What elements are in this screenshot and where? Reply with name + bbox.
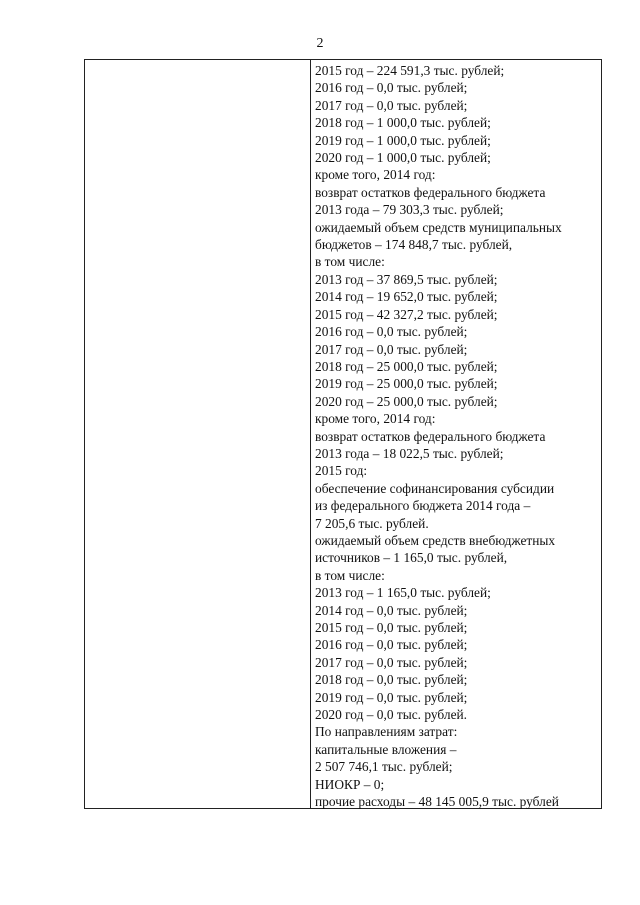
text-line: источников – 1 165,0 тыс. рублей, — [315, 550, 508, 566]
text-line: 2018 год – 1 000,0 тыс. рублей; — [315, 115, 491, 131]
text-line: в том числе: — [315, 567, 385, 583]
text-line: кроме того, 2014 год: — [315, 167, 436, 183]
text-line: 2015 год – 0,0 тыс. рублей; — [315, 620, 468, 635]
text-line: 2015 год – 224 591,3 тыс. рублей; — [315, 63, 505, 78]
text-line: 2 507 746,1 тыс. рублей; — [315, 759, 453, 775]
text-line: 2013 год – 1 165,0 тыс. рублей; — [315, 585, 491, 601]
text-line: 2019 год – 25 000,0 тыс. рублей; — [315, 376, 498, 392]
table-left-cell — [85, 60, 311, 808]
text-line: 2017 год – 0,0 тыс. рублей; — [315, 341, 468, 357]
text-line: ожидаемый объем средств внебюджетных — [315, 532, 556, 548]
text-line: 2015 год – 42 327,2 тыс. рублей; — [315, 306, 498, 322]
text-line: 2017 год – 0,0 тыс. рублей; — [315, 97, 468, 113]
text-line: 2014 год – 19 652,0 тыс. рублей; — [315, 289, 498, 305]
text-line: 2020 год – 25 000,0 тыс. рублей; — [315, 393, 498, 409]
text-line: По направлениям затрат: — [315, 724, 458, 740]
text-line: 7 205,6 тыс. рублей. — [315, 515, 429, 531]
text-line: 2013 года – 18 022,5 тыс. рублей; — [315, 445, 504, 461]
text-line: возврат остатков федерального бюджета — [315, 184, 546, 200]
table-right-cell — [315, 62, 601, 810]
text-line: 2018 год – 25 000,0 тыс. рублей; — [315, 358, 498, 374]
text-line: 2014 год – 0,0 тыс. рублей; — [315, 602, 468, 618]
text-line: в том числе: — [315, 254, 385, 270]
text-line: 2015 год: — [315, 463, 368, 479]
page-number: 2 — [316, 36, 324, 51]
text-line: бюджетов – 174 848,7 тыс. рублей, — [315, 237, 513, 253]
text-line: 2017 год – 0,0 тыс. рублей; — [315, 654, 468, 670]
text-line: из федерального бюджета 2014 года – — [315, 498, 531, 514]
text-line: 2019 год – 1 000,0 тыс. рублей; — [315, 132, 491, 148]
text-line: ожидаемый объем средств муниципальных — [315, 219, 562, 235]
text-line: 2016 год – 0,0 тыс. рублей; — [315, 324, 468, 340]
text-line: прочие расходы – 48 145 005,9 тыс. рублей — [315, 794, 559, 810]
text-line: 2016 год – 0,0 тыс. рублей; — [315, 80, 468, 96]
text-line: 2013 год – 37 869,5 тыс. рублей; — [315, 271, 498, 287]
text-line: капитальные вложения – — [315, 741, 457, 757]
text-line: 2020 год – 1 000,0 тыс. рублей; — [315, 150, 491, 166]
text-line: 2020 год – 0,0 тыс. рублей. — [315, 707, 468, 723]
text-line: 2013 года – 79 303,3 тыс. рублей; — [315, 202, 504, 218]
funding-table — [84, 59, 602, 809]
text-line: 2016 год – 0,0 тыс. рублей; — [315, 637, 468, 653]
text-line: возврат остатков федерального бюджета — [315, 428, 546, 444]
text-line: кроме того, 2014 год: — [315, 411, 436, 427]
text-line: НИОКР – 0; — [315, 776, 385, 792]
text-line: 2019 год – 0,0 тыс. рублей; — [315, 689, 468, 705]
text-line: 2018 год – 0,0 тыс. рублей; — [315, 672, 468, 688]
text-line: обеспечение софинансирования субсидии — [315, 480, 555, 496]
